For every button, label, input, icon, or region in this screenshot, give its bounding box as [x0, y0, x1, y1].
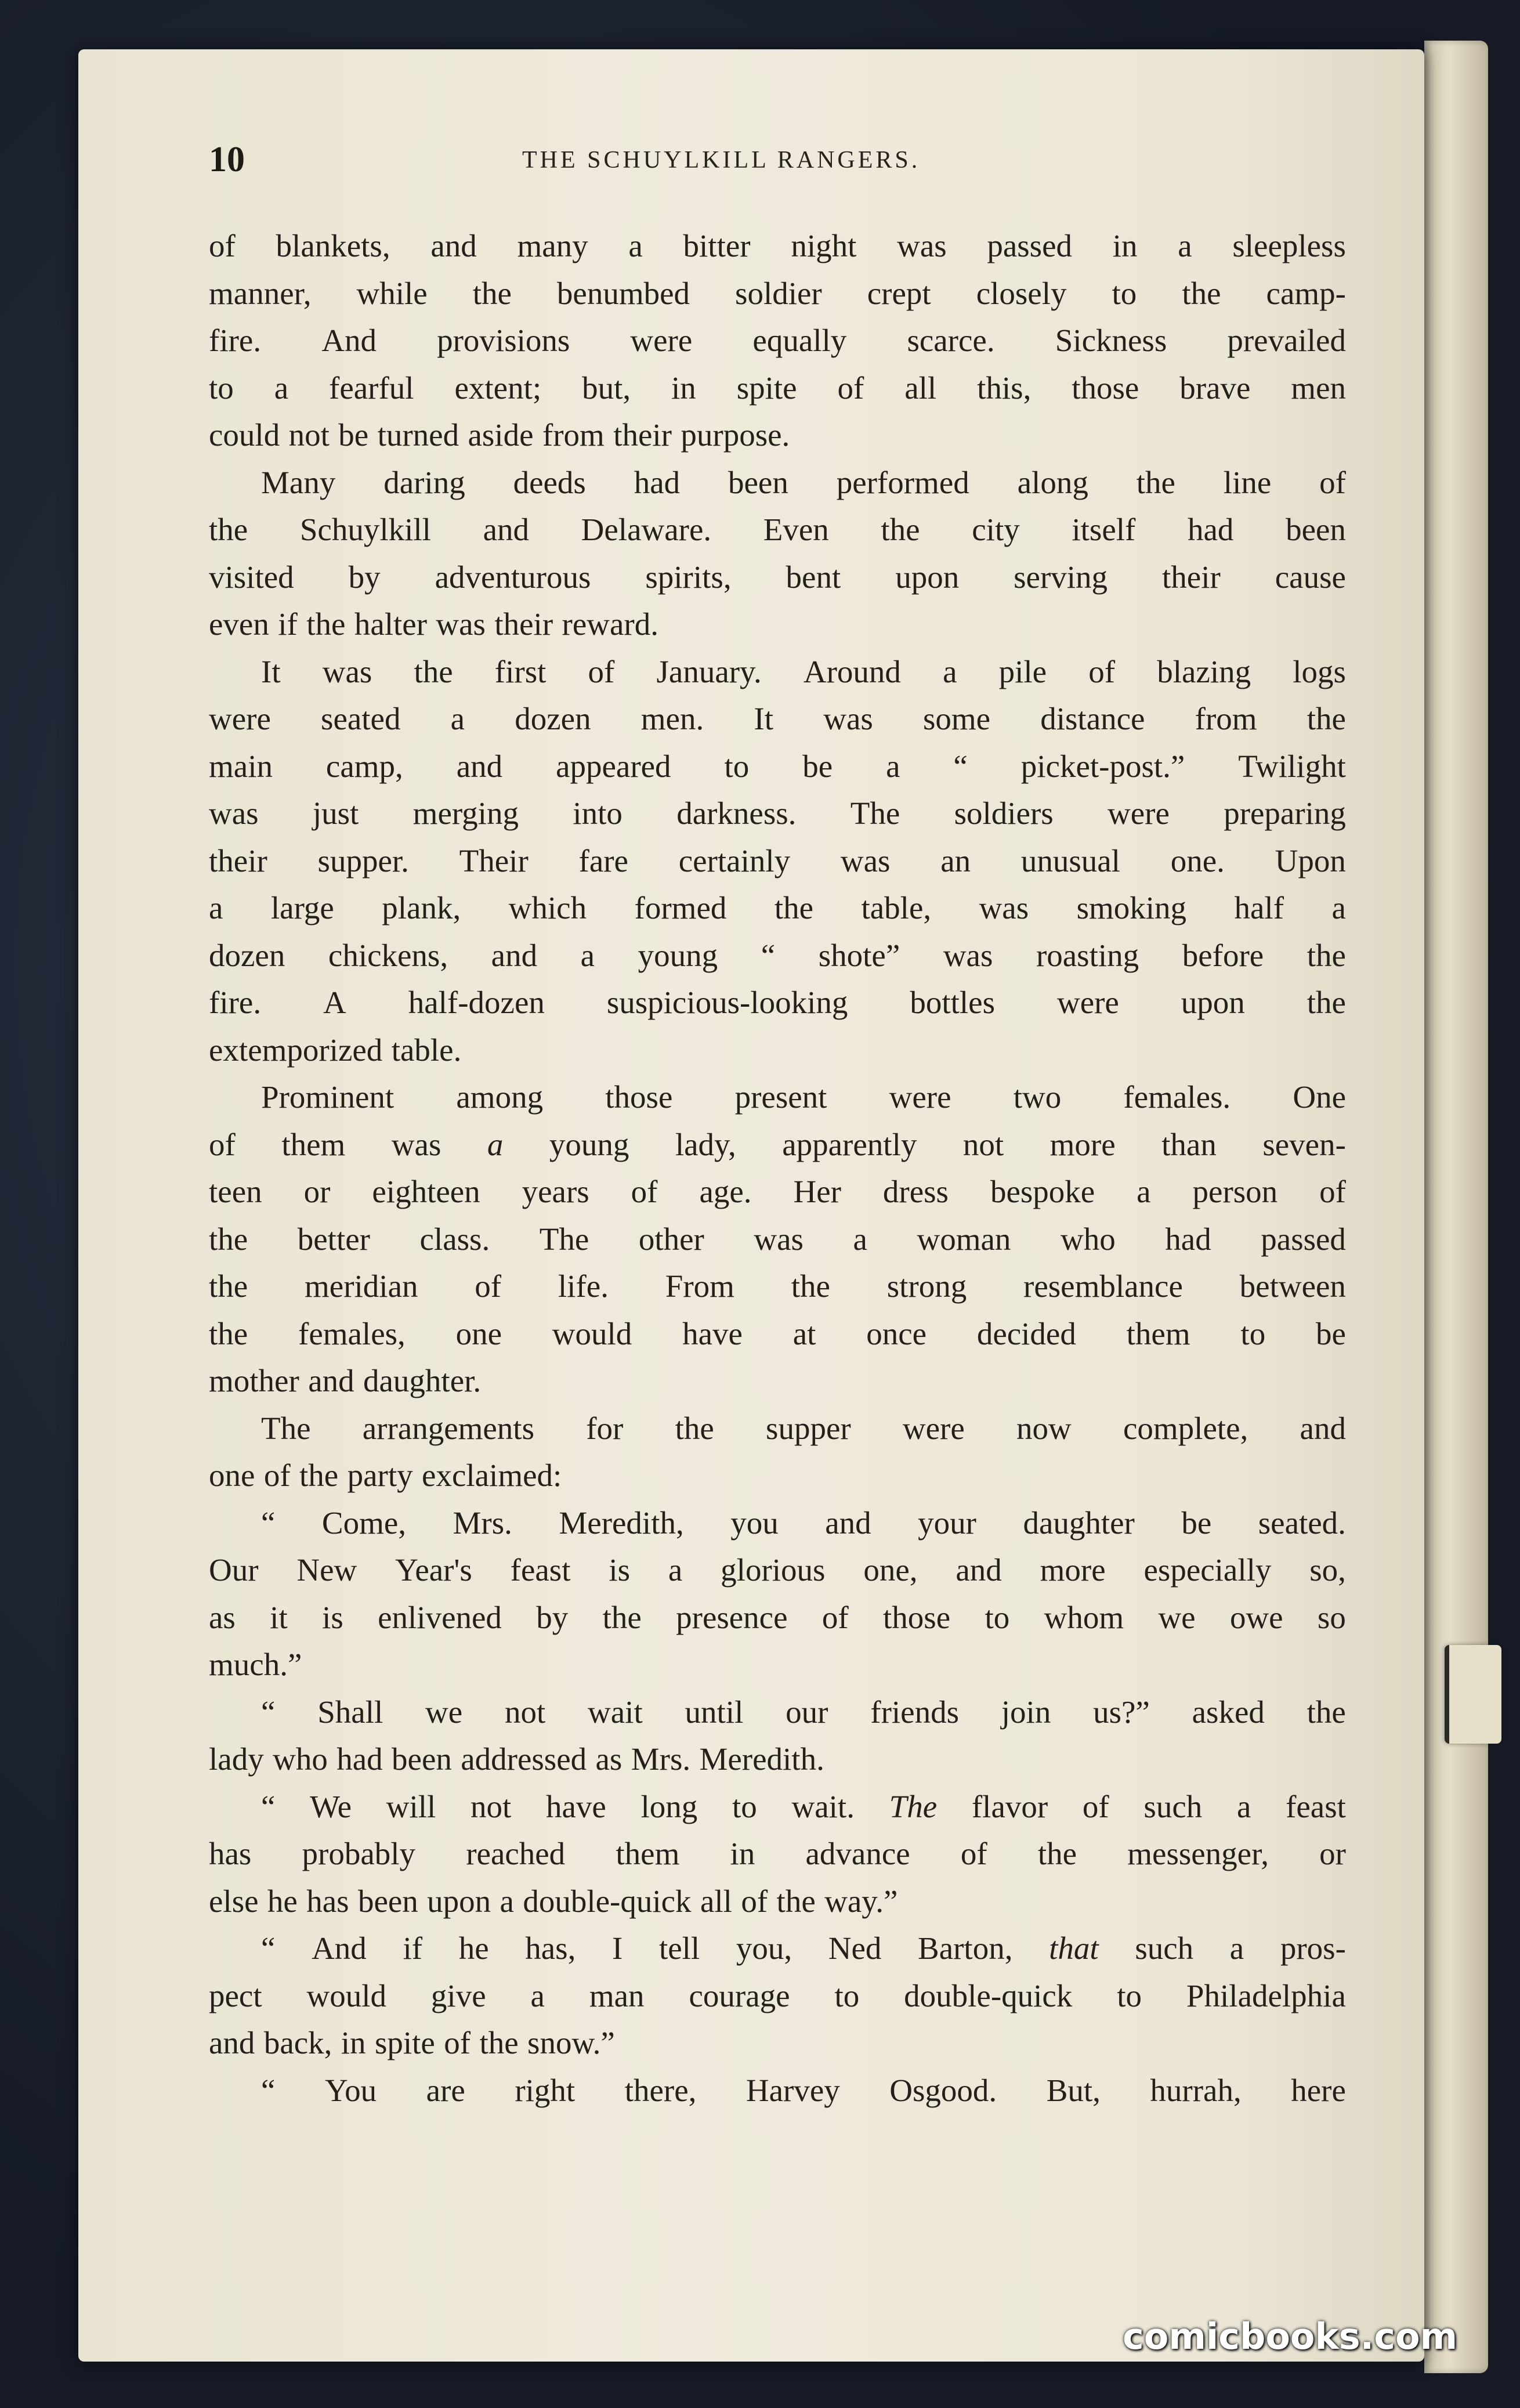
- page-tab: [1445, 1645, 1501, 1744]
- text-line: a large plank, which formed the table, was smoking half a: [209, 890, 1346, 925]
- text-line: the meridian of life. From the strong resemblance between: [209, 1268, 1346, 1304]
- page-number: 10: [209, 140, 245, 179]
- text-line: to a fearful extent; but, in spite of all this, those brave men: [209, 370, 1346, 406]
- body-text: [209, 222, 1346, 2114]
- text-line: one of the party exclaimed:: [209, 1458, 562, 1493]
- text-line: visited by adventurous spirits, bent upon serving their cause: [209, 559, 1346, 595]
- text-line: Our New Year's feast is a glorious one, and more especially so,: [209, 1552, 1346, 1588]
- text-line: main camp, and appeared to be a “ picket-post.” Twilight: [209, 748, 1346, 784]
- text-line: as it is enlivened by the presence of those to whom we owe so: [209, 1599, 1346, 1635]
- text-line: was just merging into darkness. The soldiers were preparing: [209, 796, 1346, 831]
- text-line: It was the first of January. Around a pile of blazing logs: [261, 653, 1346, 689]
- text-line: has probably reached them in advance of the messenger, or: [209, 1836, 1346, 1871]
- text-line: Prominent among those present were two females. One: [261, 1079, 1346, 1115]
- text-line: much.”: [209, 1647, 302, 1682]
- text-line: extemporized table.: [209, 1032, 462, 1068]
- text-line: mother and daughter.: [209, 1363, 482, 1398]
- text-line: teen or eighteen years of age. Her dress bespoke a person of: [209, 1174, 1346, 1209]
- text-line: of them was a young lady, apparently not more than seven-: [209, 1126, 1346, 1162]
- text-line: fire. A half-dozen suspicious-looking bottles were upon the: [209, 985, 1346, 1020]
- text-line: “ We will not have long to wait. The flavor of such a feast: [261, 1788, 1346, 1824]
- text-line: “ You are right there, Harvey Osgood. But, hurrah, here: [261, 2072, 1346, 2108]
- text-line: fire. And provisions were equally scarce. Sickness prevailed: [209, 323, 1346, 358]
- text-line: even if the halter was their reward.: [209, 606, 658, 642]
- text-line: could not be turned aside from their purpose.: [209, 417, 790, 453]
- watermark: comicbooks.com: [1123, 2315, 1458, 2358]
- text-line: “ Shall we not wait until our friends join us?” asked the: [261, 1694, 1346, 1730]
- text-line: the better class. The other was a woman who had passed: [209, 1221, 1346, 1257]
- text-line: the females, one would have at once decided them to be: [209, 1315, 1346, 1351]
- text-line: “ Come, Mrs. Meredith, you and your daughter be seated.: [261, 1505, 1346, 1541]
- text-line: “ And if he has, I tell you, Ned Barton, that such a pros-: [261, 1930, 1346, 1966]
- text-line: The arrangements for the supper were now complete, and: [261, 1410, 1346, 1446]
- text-line: else he has been upon a double-quick all of the way.”: [209, 1883, 898, 1919]
- text-line: pect would give a man courage to double-quick to Philadelphia: [209, 1977, 1346, 2013]
- text-line: the Schuylkill and Delaware. Even the city itself had been: [209, 512, 1346, 547]
- text-line: manner, while the benumbed soldier crept closely to the camp-: [209, 275, 1346, 311]
- text-line: Many daring deeds had been performed along the line of: [261, 464, 1346, 500]
- text-line: were seated a dozen men. It was some distance from the: [209, 701, 1346, 736]
- text-line: their supper. Their fare certainly was an unusual one. Upon: [209, 843, 1346, 878]
- running-head: THE SCHUYLKILL RANGERS.: [522, 147, 921, 173]
- book-binding: [1424, 41, 1488, 2373]
- text-line: of blankets, and many a bitter night was passed in a sleepless: [209, 228, 1346, 263]
- text-line: and back, in spite of the snow.”: [209, 2025, 615, 2060]
- text-line: lady who had been addressed as Mrs. Meredith.: [209, 1741, 824, 1777]
- text-line: dozen chickens, and a young “ shote” was roasting before the: [209, 937, 1346, 973]
